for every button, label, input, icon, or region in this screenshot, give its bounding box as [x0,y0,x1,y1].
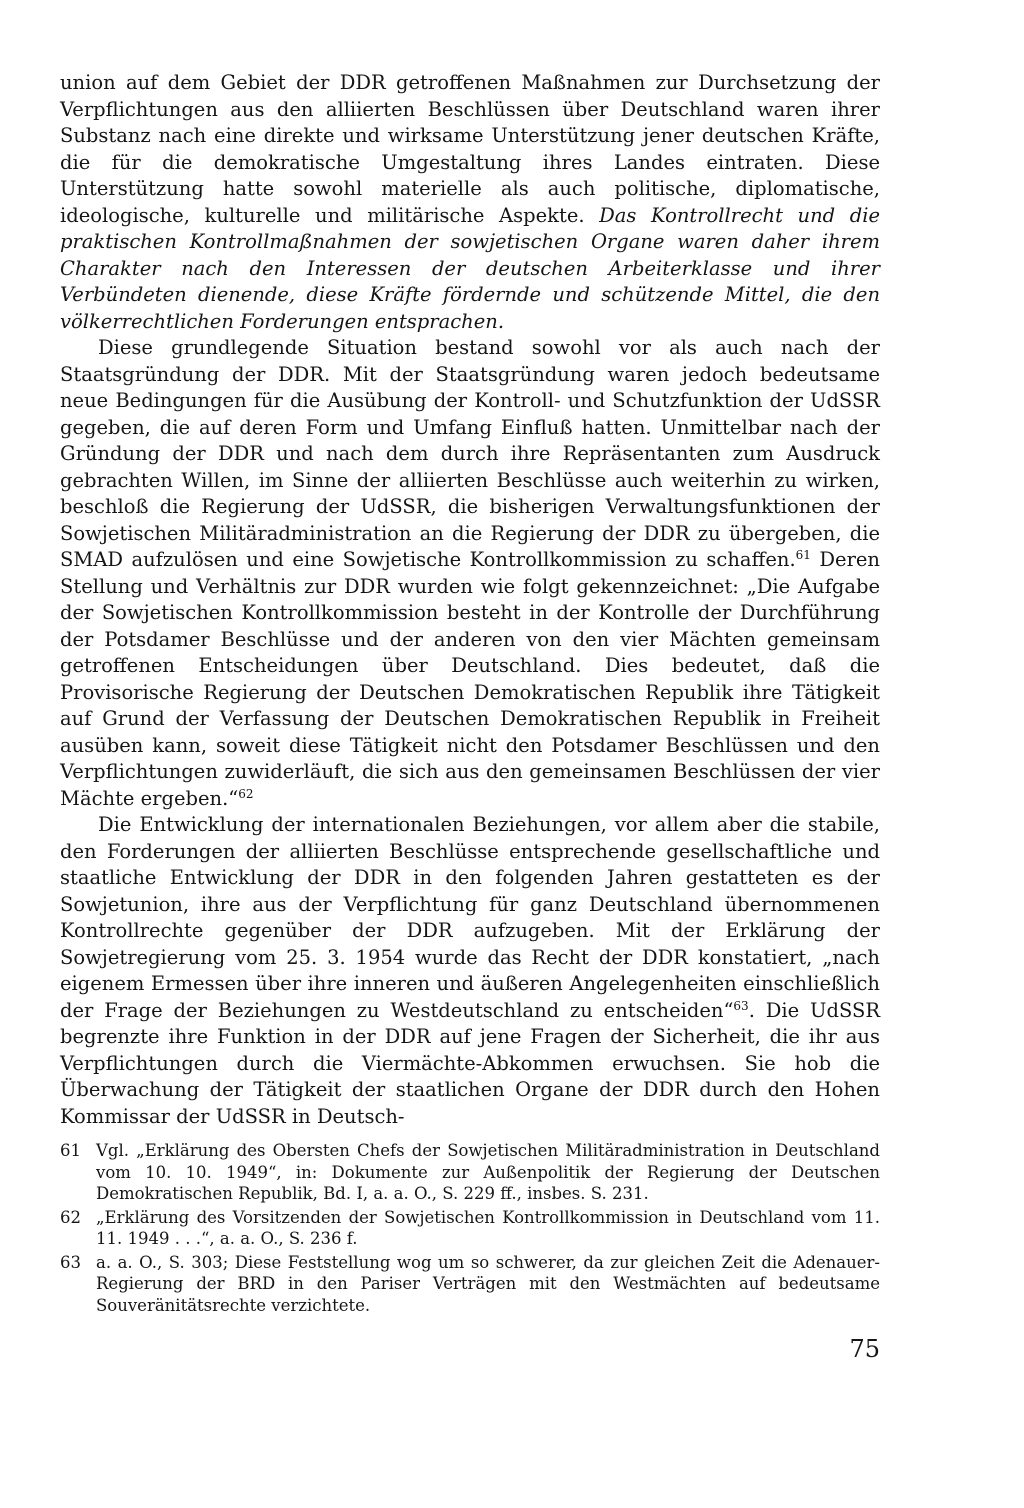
footnote-63 [60,1252,880,1317]
paragraph-1-text: union auf dem Gebiet der DDR getroffenen Maßnahmen zur Durchsetzung der Verpflichtungen aus den alliierten Beschlüssen über Deutschland waren ihrer Substanz nach eine direkte und wirksame Unterstützung jener deutschen Kräfte, die für die demokratische Umgestaltung ihres Landes eintraten. Diese Unterstützung hatte sowohl materielle als auch politische, diplomatische, ideologische, kulturelle und militärische Aspekte. [60,71,880,227]
footnote-ref-62[interactable]: 62 [238,786,254,801]
footnote-ref-61[interactable]: 61 [795,548,811,562]
paragraph-2-text-a: Diese grundlegende Situation bestand sowohl vor als auch nach der Staatsgründung der DDR. Mit der Staatsgründung waren jedoch bedeutsame neue Bedingungen für die Ausübung der Kontroll- und Schutzfunktion der UdSSR gegeben, die auf deren Form und Umfang Einfluß hatten. Unmittelbar nach der Gründung der DDR und nach dem durch ihre Repräsentanten zum Ausdruck gebrachten Willen, im Sinne der alliierten Beschlüsse auch weiterhin zu wirken, beschloß die Regierung der UdSSR, die bisherigen Verwaltungsfunktionen der Sowjetischen Militäradministration an die Regierung der DDR zu übergeben, die SMAD aufzulösen und eine Sowjetische Kontrollkommission zu schaffen. [60,336,880,571]
footnote-text: „Erklärung des Vorsitzenden der Sowjetischen Kontrollkommission in Deutschland vom 11. 11. 1949 . . .“, a. a. O., S. 236 f. [96,1207,880,1248]
paragraph-1 [60,70,880,335]
footnote-number: 62 [60,1207,81,1227]
paragraph-1-emphasis: Das Kontrollrecht und die praktischen Kontrollmaßnahmen der sowjetischen Organe waren daher ihrem Charakter nach den Interessen der deutschen Arbeiterklasse und ihrer Verbündeten dienende, diese Kräfte fördernde und schützende Mittel, die den völkerrechtlichen Forderungen entsprachen. [60,203,880,333]
footnote-ref-63[interactable]: 63 [733,998,749,1013]
footnotes [60,1140,880,1316]
paragraph-2-text-b: Deren Stellung und Verhältnis zur DDR wurden wie folgt gekennzeichnet: „Die Aufgabe der Sowjetischen Kontrollkommission besteht in der Kontrolle der Durchführung der Potsdamer Beschlüsse und der anderen von den vier Mächten gemeinsam getroffenen Entscheidungen über Deutschland. Dies bedeutet, daß die Provisorische Regierung der Deutschen Demokratischen Republik ihre Tätigkeit auf Grund der Verfassung der Deutschen Demokratischen Republik in Freiheit ausüben kann, soweit diese Tätigkeit nicht den Potsdamer Beschlüssen und den Verpflichtungen zuwiderläuft, die sich aus den gemeinsamen Beschlüssen der vier Mächte ergeben.“ [60,548,880,810]
document-page [60,70,880,1490]
paragraph-3-text-b: . Die UdSSR begrenzte ihre Funktion in der DDR auf jene Fragen der Sicherheit, die ihr aus Verpflichtungen durch die Viermächte-Abkommen erwuchsen. Sie hob die Überwachung der Tätigkeit der staatlichen Organe der DDR durch den Hohen Kommissar der UdSSR in Deutsch- [60,998,880,1128]
paragraph-2 [60,335,880,812]
paragraph-3-text-a: Die Entwicklung der internationalen Beziehungen, vor allem aber die stabile, den Forderungen der alliierten Beschlüsse entsprechende gesellschaftliche und staatliche Entwicklung der DDR in den folgenden Jahren gestatteten es der Sowjetunion, ihre aus der Verpflichtung für ganz Deutschland übernommenen Kontrollrechte gegenüber der DDR aufzugeben. Mit der Erklärung der Sowjetregierung vom 25. 3. 1954 wurde das Recht der DDR konstatiert, „nach eigenem Ermessen über ihre inneren und äußeren Angelegenheiten einschließlich der Frage der Beziehungen zu Westdeutschland zu entscheiden“ [60,813,880,1022]
footnote-62 [60,1207,880,1250]
page-number: 75 [849,1335,880,1363]
footnote-number: 63 [60,1252,81,1272]
footnote-number: 61 [60,1141,81,1160]
footnote-text: Vgl. „Erklärung des Obersten Chefs der Sowjetischen Militäradministration in Deutschland vom 10. 10. 1949“, in: Dokumente zur Außenpolitik der Regierung der Deutschen Demokratischen Republik, Bd. I, a. a. O., S. 229 ff., insbes. S. 231. [96,1141,880,1203]
paragraph-3 [60,812,880,1130]
footnote-text: a. a. O., S. 303; Diese Feststellung wog um so schwerer, da zur gleichen Zeit die Adenauer-Regierung der BRD in den Pariser Verträgen mit den Westmächten auf bedeutsame Souveränitätsrechte verzichtete. [96,1252,880,1315]
body-text [60,70,880,1130]
footnote-61 [60,1140,880,1205]
